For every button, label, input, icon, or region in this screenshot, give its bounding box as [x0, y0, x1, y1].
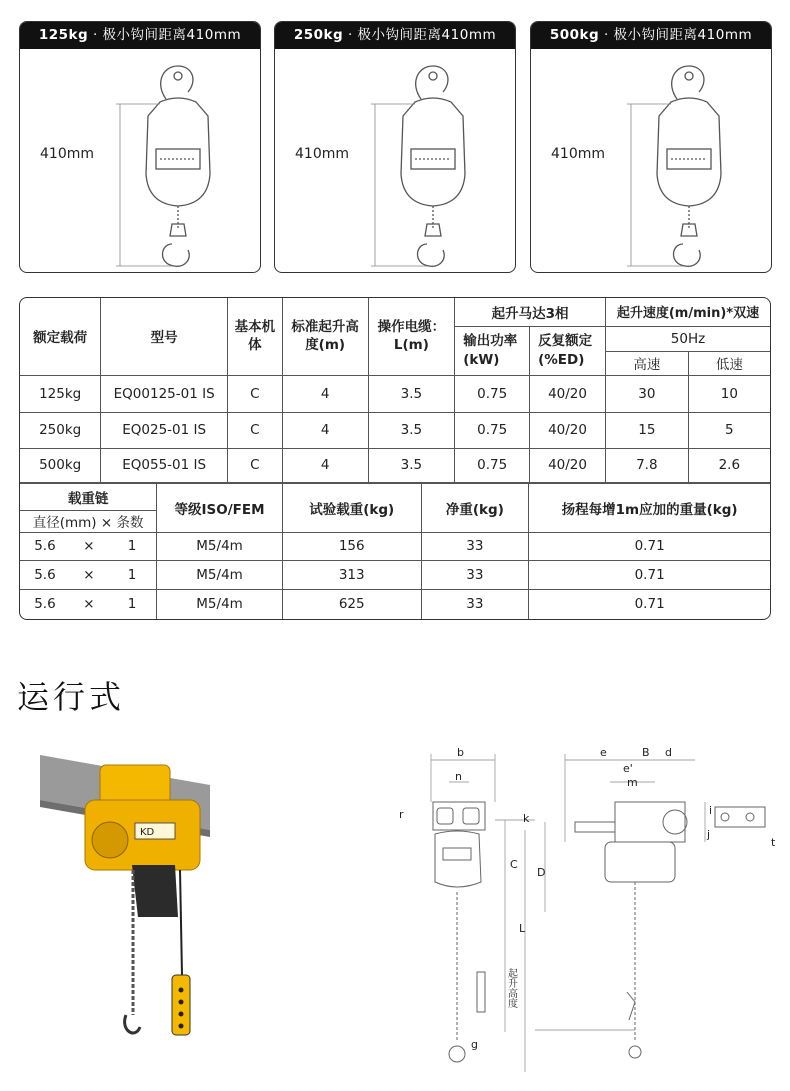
header-net-weight: 净重(kg): [421, 483, 529, 532]
section-title: 运行式: [17, 678, 126, 716]
header-high: 高速: [605, 351, 688, 375]
header-model: 型号: [101, 298, 228, 375]
header-std-lift: 标准起升高度(m): [282, 298, 368, 375]
svg-text:起升高度: 起升高度: [505, 968, 517, 1008]
header-chain-sub: 直径(mm) × 条数: [20, 510, 157, 532]
header-duty: 反复额定(%ED): [530, 326, 606, 375]
table-row: 5.6 × 1 M5/4m 313 33 0.71: [20, 560, 770, 589]
header-low: 低速: [688, 351, 770, 375]
header-test-load: 试验载重(kg): [282, 483, 421, 532]
svg-text:B: B: [642, 746, 650, 759]
spec-table-secondary: [20, 483, 770, 620]
hoist-diagram-icon: [100, 54, 250, 273]
header-motor-group: 起升马达3相: [455, 298, 606, 326]
table-row: 500kg EQ055-01 IS C 4 3.5 0.75 40/20 7.8 2.6: [20, 448, 770, 482]
header-hz: 50Hz: [605, 326, 770, 351]
svg-text:b: b: [457, 746, 464, 759]
svg-text:D: D: [537, 866, 546, 879]
hook-distance-label: 410mm: [551, 146, 605, 162]
hoist-photo: [40, 745, 220, 1045]
svg-text:t: t: [771, 836, 776, 849]
hook-distance-label: 410mm: [40, 146, 94, 162]
header-base-body: 基本机体: [228, 298, 283, 375]
header-cable: 操作电缆：L(m): [368, 298, 455, 375]
card-title: 500kg · 极小钩间距离410mm: [531, 22, 771, 49]
svg-text:n: n: [455, 770, 462, 783]
header-extra-weight: 扬程每增1m应加的重量(kg): [529, 483, 770, 532]
svg-text:e: e: [600, 746, 607, 759]
svg-text:C: C: [510, 858, 518, 871]
spec-table: [19, 297, 771, 620]
spec-table-main: [20, 298, 770, 483]
dimension-drawing: [395, 742, 780, 1077]
svg-text:j: j: [707, 828, 711, 841]
hoist-diagram-icon: [355, 54, 505, 273]
svg-text:i: i: [709, 804, 713, 817]
svg-text:e': e': [623, 762, 633, 775]
hook-distance-label: 410mm: [295, 146, 349, 162]
table-row: 5.6 × 1 M5/4m 625 33 0.71: [20, 589, 770, 619]
svg-text:r: r: [399, 808, 404, 821]
spec-card-500: [530, 21, 772, 273]
svg-text:L: L: [519, 922, 526, 935]
table-row: 125kg EQ00125-01 IS C 4 3.5 0.75 40/20 30 10: [20, 375, 770, 412]
svg-text:g: g: [471, 1038, 478, 1051]
header-speed-group: 起升速度(m/min)*双速: [605, 298, 770, 326]
svg-text:k: k: [523, 812, 530, 825]
card-title: 125kg · 极小钩间距离410mm: [20, 22, 260, 49]
card-title: 250kg · 极小钩间距离410mm: [275, 22, 515, 49]
table-row: 250kg EQ025-01 IS C 4 3.5 0.75 40/20 15 5: [20, 412, 770, 448]
header-grade: 等级ISO/FEM: [157, 483, 283, 532]
hoist-diagram-icon: [611, 54, 761, 273]
svg-text:m: m: [627, 776, 638, 789]
header-output: 输出功率(kW): [455, 326, 530, 375]
header-rated-load: 额定载荷: [20, 298, 101, 375]
svg-text:d: d: [665, 746, 672, 759]
spec-card-125: [19, 21, 261, 273]
svg-text:KD: KD: [140, 827, 155, 838]
table-row: 5.6 × 1 M5/4m 156 33 0.71: [20, 532, 770, 560]
spec-card-250: [274, 21, 516, 273]
header-chain: 载重链: [20, 483, 157, 510]
